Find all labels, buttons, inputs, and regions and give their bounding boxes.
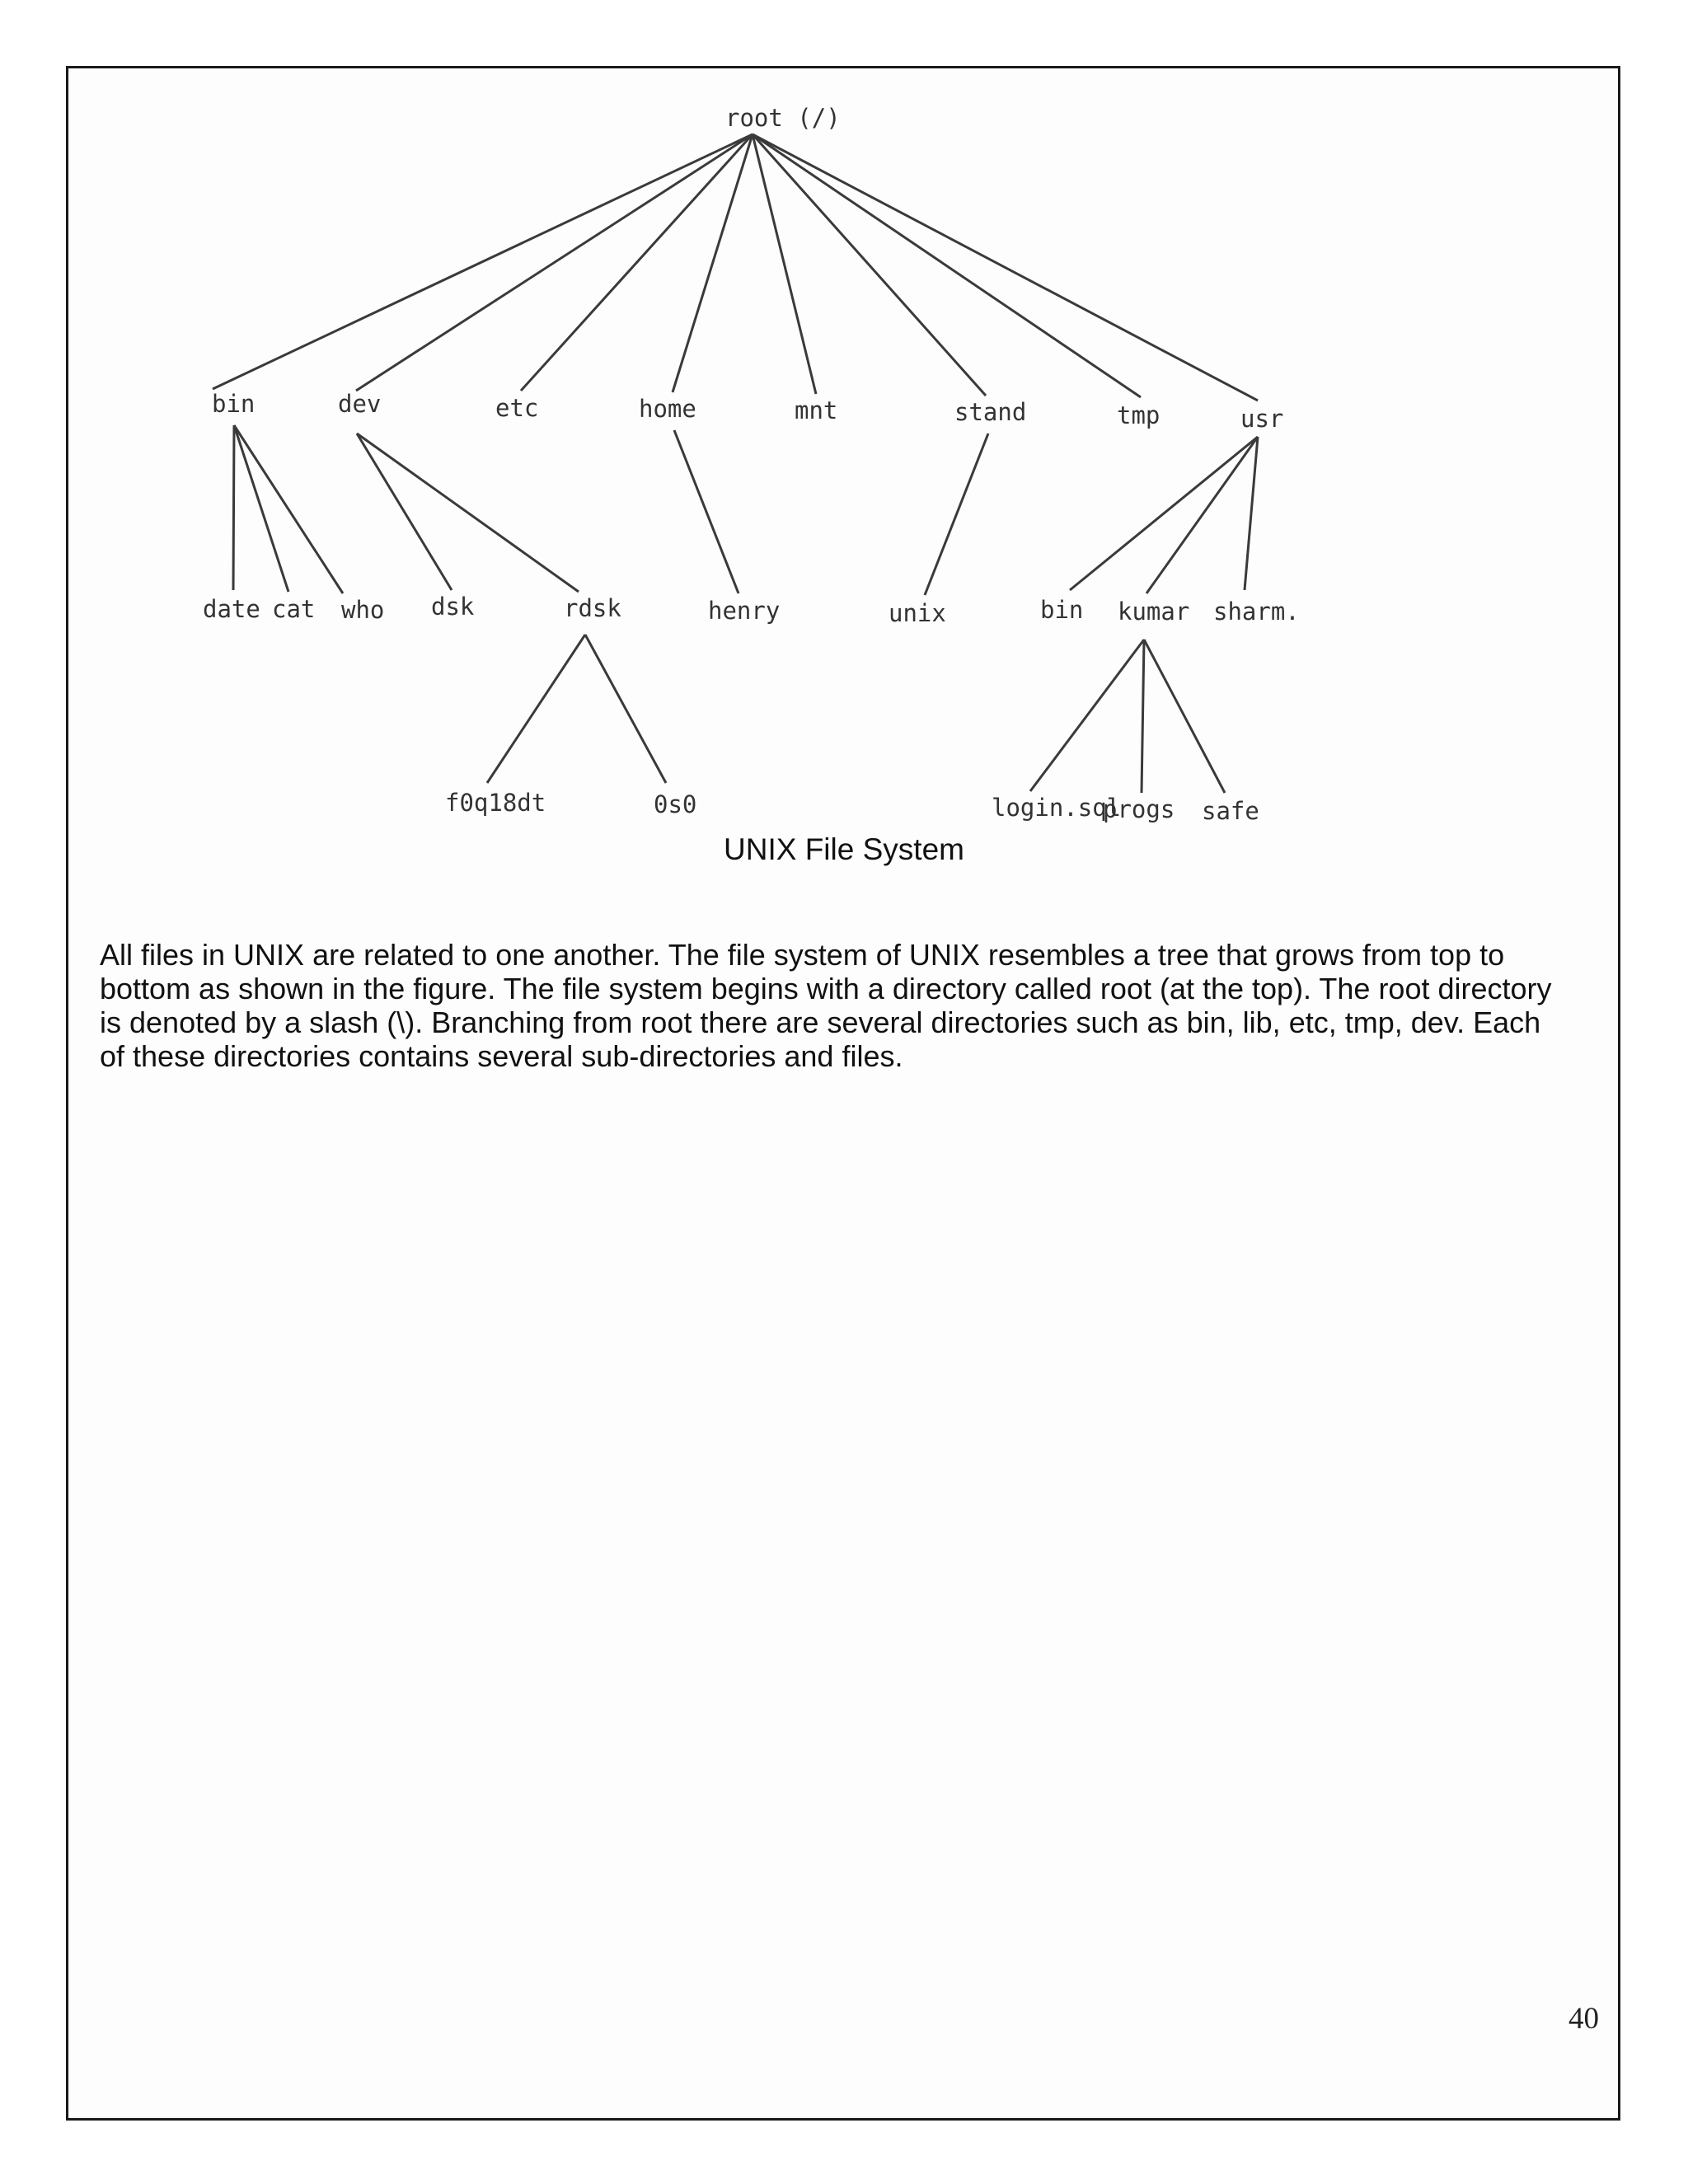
edge-kumar-safe: [1144, 640, 1225, 793]
page-number: 40: [1568, 2002, 1599, 2036]
tree-edges-level-3: [487, 635, 1225, 793]
node-0s0: 0s0: [654, 790, 697, 818]
body-paragraph: All files in UNIX are related to one another. The file system of UNIX resembles a tree that grows from top to bottom as shown in the figure. The file system begins with a directory called root (at the top). The root directory is denoted by a slash (\). Branching from root there are several directories such as bin, lib, etc, tmp, dev. Each of these directories contains several sub-directories and files.: [100, 938, 1552, 1073]
node-usr-bin: bin: [1040, 596, 1084, 624]
edge-bin-date: [233, 425, 234, 590]
edge-kumar-progs: [1142, 640, 1144, 793]
node-rdsk: rdsk: [564, 594, 621, 622]
edge-dev-dsk: [357, 434, 452, 590]
node-date: date: [203, 595, 260, 623]
edge-root-mnt: [753, 134, 816, 394]
edge-root-usr: [753, 134, 1258, 401]
edge-rdsk-f0q18dt: [487, 635, 585, 783]
node-progs: progs: [1103, 795, 1175, 823]
tree-edges-level-2: [233, 425, 1258, 595]
edge-dev-rdsk: [357, 434, 579, 592]
node-login-sql: login.sql: [992, 794, 1122, 822]
node-etc: etc: [495, 394, 539, 422]
node-henry: henry: [708, 597, 781, 625]
edge-bin-who: [234, 425, 343, 593]
unix-file-system-tree: [0, 0, 1688, 907]
node-dsk: dsk: [431, 593, 475, 621]
tree-edges-level-1: [213, 134, 1258, 401]
node-home: home: [639, 395, 696, 423]
edge-root-bin: [213, 134, 753, 389]
edge-kumar-login: [1030, 640, 1144, 791]
edge-rdsk-0s0: [585, 635, 666, 783]
node-kumar: kumar: [1118, 598, 1190, 626]
edge-usr-sharma: [1245, 437, 1258, 590]
node-usr: usr: [1240, 405, 1284, 433]
figure-caption: UNIX File System: [724, 832, 964, 866]
edge-home-henry: [674, 430, 738, 593]
node-unix: unix: [889, 599, 946, 627]
edge-root-tmp: [753, 134, 1141, 397]
node-cat: cat: [272, 595, 316, 623]
node-mnt: mnt: [795, 396, 838, 424]
node-sharma: sharm.: [1213, 598, 1300, 626]
node-who: who: [341, 596, 385, 624]
node-dev: dev: [338, 390, 382, 418]
edge-bin-cat: [234, 425, 288, 592]
node-f0q18dt: f0q18dt: [445, 789, 546, 817]
edge-root-home: [673, 134, 753, 392]
edge-stand-unix: [925, 434, 988, 595]
node-tmp: tmp: [1117, 401, 1160, 429]
node-safe: safe: [1202, 797, 1259, 825]
edge-root-stand: [753, 134, 986, 396]
node-root: root (/): [725, 104, 841, 132]
node-bin: bin: [212, 390, 256, 418]
node-stand: stand: [954, 398, 1027, 426]
